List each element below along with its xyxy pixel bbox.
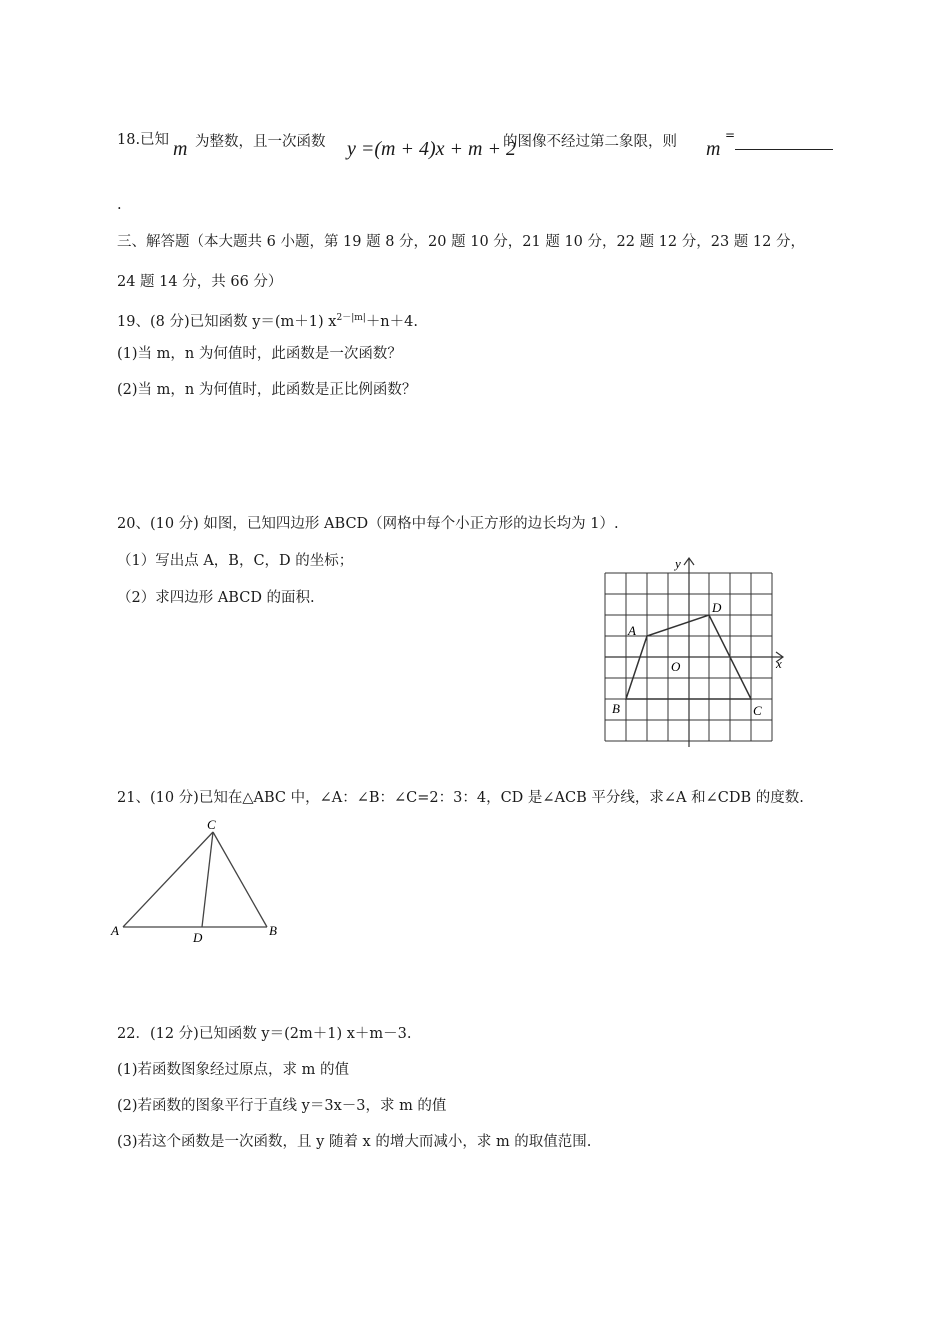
q19-stem-b: ＋n＋4.: [365, 314, 418, 330]
triangle-abc-figure: [105, 812, 295, 947]
point-a-label: A: [628, 623, 636, 638]
q21-stem: 21、(10 分)已知在△ABC 中，∠A：∠B：∠C=2：3：4，CD 是∠ACB 平分线，求∠A 和∠CDB 的度数.: [117, 790, 804, 806]
origin-label: O: [671, 659, 681, 674]
triangle-lines: [123, 832, 267, 927]
y-axis-label: y: [675, 556, 681, 571]
point-c-label: C: [753, 703, 762, 718]
vertex-c-label: C: [207, 817, 216, 832]
q18-formula: y =(m + 4)x + m + 2: [347, 138, 516, 160]
vertex-b-label: B: [269, 923, 277, 938]
x-axis-label: x: [776, 656, 782, 671]
q19-part1: (1)当 m，n 为何值时，此函数是一次函数？: [117, 346, 402, 362]
section3-header-line1: 三、解答题（本大题共 6 小题，第 19 题 8 分，20 题 10 分，21 题 10 分，22 题 12 分，23 题 12 分，: [117, 234, 805, 250]
q22-stem: 22．(12 分)已知函数 y＝(2m＋1) x＋m－3.: [117, 1026, 412, 1042]
q19-exponent: 2－|m|: [336, 313, 366, 323]
q18-suffix-text: 的图像不经过第二象限，则: [503, 134, 677, 150]
vertex-a-label: A: [111, 923, 119, 938]
q18-answer-blank: [735, 149, 833, 150]
section3-header-line2: 24 题 14 分，共 66 分）: [117, 274, 283, 290]
q19-stem: [117, 308, 418, 332]
q20-stem: 20、(10 分) 如图，已知四边形 ABCD（网格中每个小正方形的边长均为 1）.: [117, 516, 619, 532]
q22-part3: (3)若这个函数是一次函数，且 y 随着 x 的增大而减小，求 m 的取值范围.: [117, 1134, 592, 1150]
q18-equals: =: [725, 128, 736, 142]
point-b-label: B: [612, 701, 620, 716]
q18-prefix: 18.已知: [117, 132, 170, 148]
point-d-label: D: [712, 600, 722, 615]
coordinate-axes: [605, 558, 783, 747]
q19-part2: (2)当 m，n 为何值时，此函数是正比例函数？: [117, 382, 417, 398]
q20-part2: （2）求四边形 ABCD 的面积.: [117, 590, 315, 606]
q18-var-m: m: [173, 138, 188, 160]
q18-var-m2: m: [706, 138, 721, 160]
q22-part2: (2)若函数的图象平行于直线 y＝3x－3，求 m 的值: [117, 1098, 447, 1114]
quadrilateral-grid-figure: [595, 555, 795, 747]
q20-part1: （1）写出点 A，B，C，D 的坐标；: [117, 553, 354, 569]
q22-part1: (1)若函数图象经过原点，求 m 的值: [117, 1062, 350, 1078]
q18-line: [117, 130, 169, 150]
point-d-label: D: [193, 930, 203, 945]
q19-stem-a: 19、(8 分)已知函数 y＝(m＋1) x: [117, 314, 337, 330]
q18-mid-text: 为整数，且一次函数: [195, 134, 326, 150]
q18-period: .: [117, 197, 122, 213]
